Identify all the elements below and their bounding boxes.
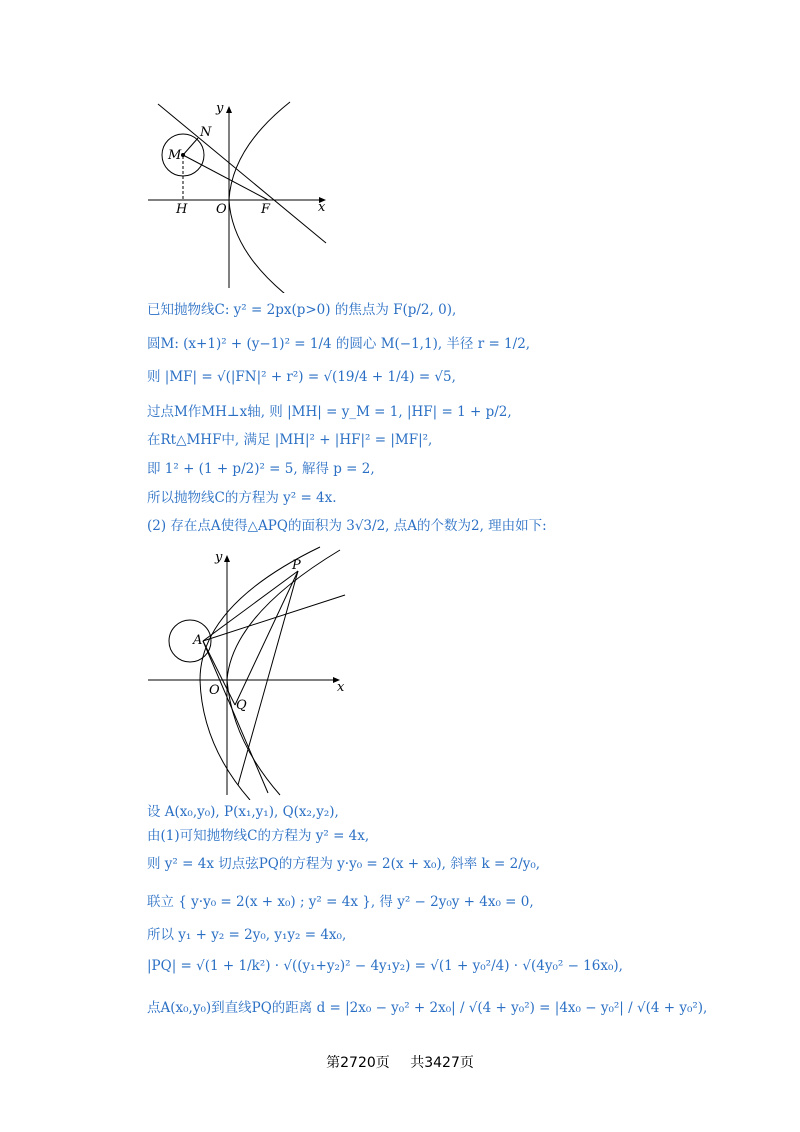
- text-line-9: 设 A(x₀,y₀), P(x₁,y₁), Q(x₂,y₂),: [147, 804, 339, 820]
- text-line-10: 由(1)可知抛物线C的方程为 y² = 4x,: [147, 828, 370, 844]
- figure-1: [140, 98, 340, 293]
- text-line-5: 在Rt△MHF中, 满足 |MH|² + |HF|² = |MF|²,: [147, 432, 433, 448]
- label-N: N: [200, 125, 212, 140]
- text-line-13: 所以 y₁ + y₂ = 2y₀, y₁y₂ = 4x₀,: [147, 927, 347, 943]
- label-P: P: [292, 558, 301, 573]
- label-O: O: [216, 202, 227, 217]
- text-line-11: 则 y² = 4x 切点弦PQ的方程为 y·y₀ = 2(x + x₀), 斜率 k = 2/y₀,: [147, 856, 541, 872]
- text-line-6: 即 1² + (1 + p/2)² = 5, 解得 p = 2,: [147, 461, 375, 477]
- label-Q: Q: [236, 698, 247, 713]
- text-line-8: (2) 存在点A使得△APQ的面积为 3√3/2, 点A的个数为2, 理由如下:: [147, 518, 547, 534]
- text-line-15: 点A(x₀,y₀)到直线PQ的距离 d = |2x₀ − y₀² + 2x₀| / √(4 + y₀²) = |4x₀ − y₀²| / √(4 + y₀²),: [147, 1000, 708, 1016]
- text-line-4: 过点M作MH⊥x轴, 则 |MH| = y_M = 1, |HF| = 1 + p/2,: [147, 404, 512, 420]
- figure-2-diagram: [140, 545, 360, 800]
- page-total: 共3427页: [410, 1055, 474, 1071]
- text-line-14: |PQ| = √(1 + 1/k²) · √((y₁+y₂)² − 4y₁y₂) = √(1 + y₀²/4) · √(4y₀² − 16x₀),: [147, 958, 623, 974]
- text-line-1: 已知抛物线C: y² = 2px(p>0) 的焦点为 F(p/2, 0),: [147, 302, 457, 318]
- label-x: x: [318, 200, 326, 215]
- figure-1-diagram: [140, 98, 340, 293]
- label-y: y: [216, 101, 224, 116]
- label-H: H: [176, 202, 188, 217]
- text-line-7: 所以抛物线C的方程为 y² = 4x.: [147, 490, 337, 506]
- label-F: F: [261, 202, 271, 217]
- text-line-12: 联立 { y·y₀ = 2(x + x₀) ; y² = 4x }, 得 y² − 2y₀y + 4x₀ = 0,: [147, 894, 534, 910]
- label-y-2: y: [215, 550, 223, 565]
- label-M: M: [168, 148, 182, 163]
- page-number: 第2720页: [326, 1055, 390, 1071]
- label-A: A: [193, 633, 203, 648]
- label-O-2: O: [209, 683, 220, 698]
- page-footer: [0, 1052, 800, 1072]
- label-x-2: x: [337, 680, 345, 695]
- figure-2: [140, 545, 360, 800]
- text-line-2: 圆M: (x+1)² + (y−1)² = 1/4 的圆心 M(−1,1), 半径 r = 1/2,: [147, 336, 531, 352]
- text-line-3: 则 |MF| = √(|FN|² + r²) = √(19/4 + 1/4) = √5,: [147, 369, 456, 385]
